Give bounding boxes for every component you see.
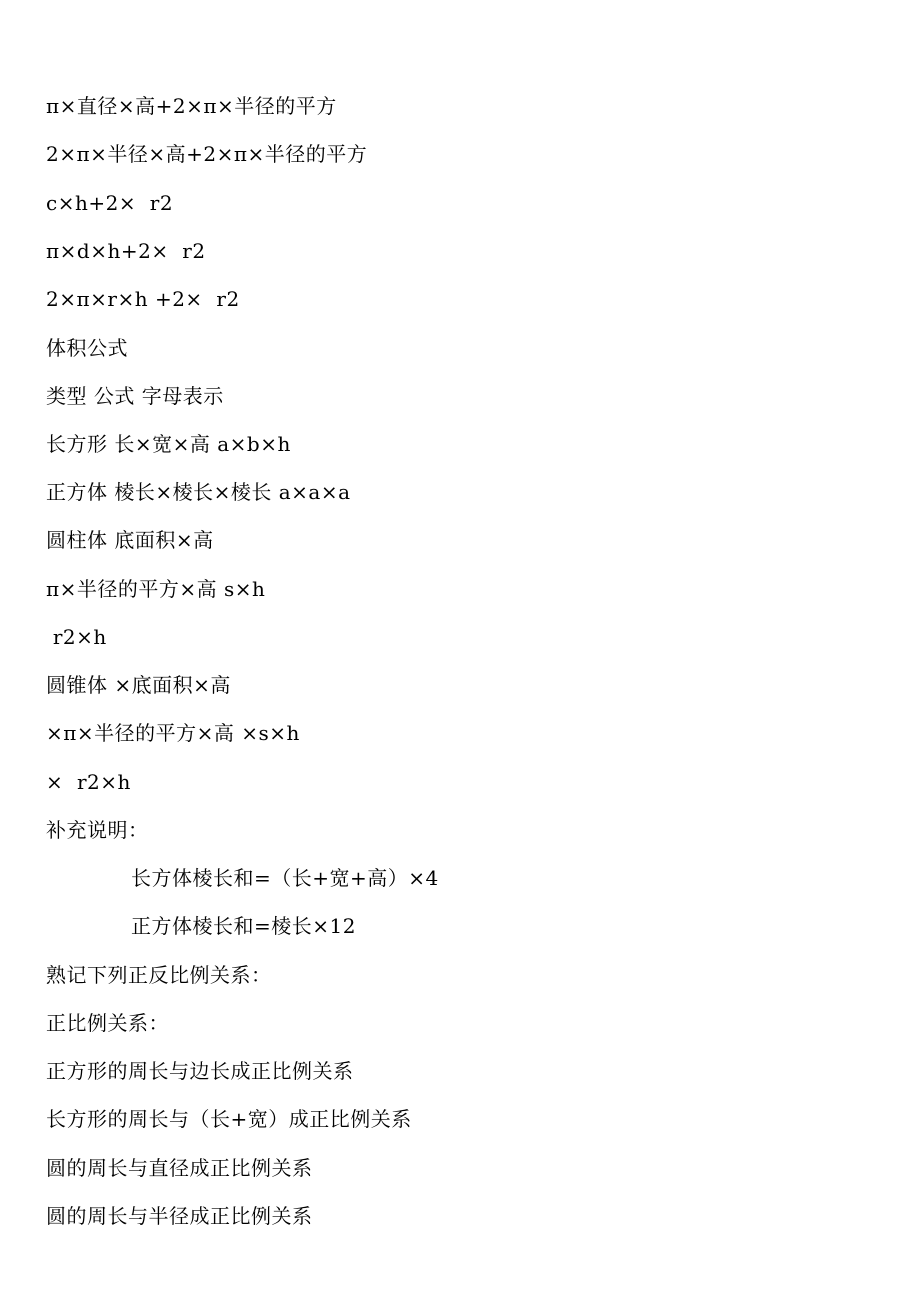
formula-line-2: 2×π×半径×高+2×π×半径的平方 [46,142,368,166]
row-cone: 圆锥体 ×底面积×高 [46,673,231,697]
formula-line-4: π×d×h+2× r2 [46,239,206,263]
formula-line-3: c×h+2× r2 [46,191,174,215]
row-cylinder-letters: r2×h [46,625,107,649]
supplement-cube-edge-sum: 正方体棱长和=棱长×12 [131,914,356,938]
proportion-item-3: 圆的周长与直径成正比例关系 [46,1156,313,1180]
supplement-heading: 补充说明： [46,818,149,842]
proportion-heading: 熟记下列正反比例关系： [46,963,272,987]
direct-proportion-heading: 正比例关系： [46,1011,169,1035]
supplement-cuboid-edge-sum: 长方体棱长和=（长+宽+高）×4 [131,866,439,890]
row-cone-formula: ×π×半径的平方×高 ×s×h [46,721,300,745]
proportion-item-1: 正方形的周长与边长成正比例关系 [46,1059,354,1083]
table-header-line: 类型 公式 字母表示 [46,384,224,408]
row-cuboid: 长方形 长×宽×高 a×b×h [46,432,291,456]
proportion-item-2: 长方形的周长与（长+宽）成正比例关系 [46,1107,412,1131]
row-cylinder: 圆柱体 底面积×高 [46,528,214,552]
proportion-item-4: 圆的周长与半径成正比例关系 [46,1204,313,1228]
row-cone-letters: × r2×h [46,770,131,794]
row-cylinder-formula: π×半径的平方×高 s×h [46,577,266,601]
formula-line-1: π×直径×高+2×π×半径的平方 [46,94,337,118]
section-heading-volume: 体积公式 [46,336,128,360]
formula-line-5: 2×π×r×h +2× r2 [46,287,240,311]
row-cube: 正方体 棱长×棱长×棱长 a×a×a [46,480,351,504]
